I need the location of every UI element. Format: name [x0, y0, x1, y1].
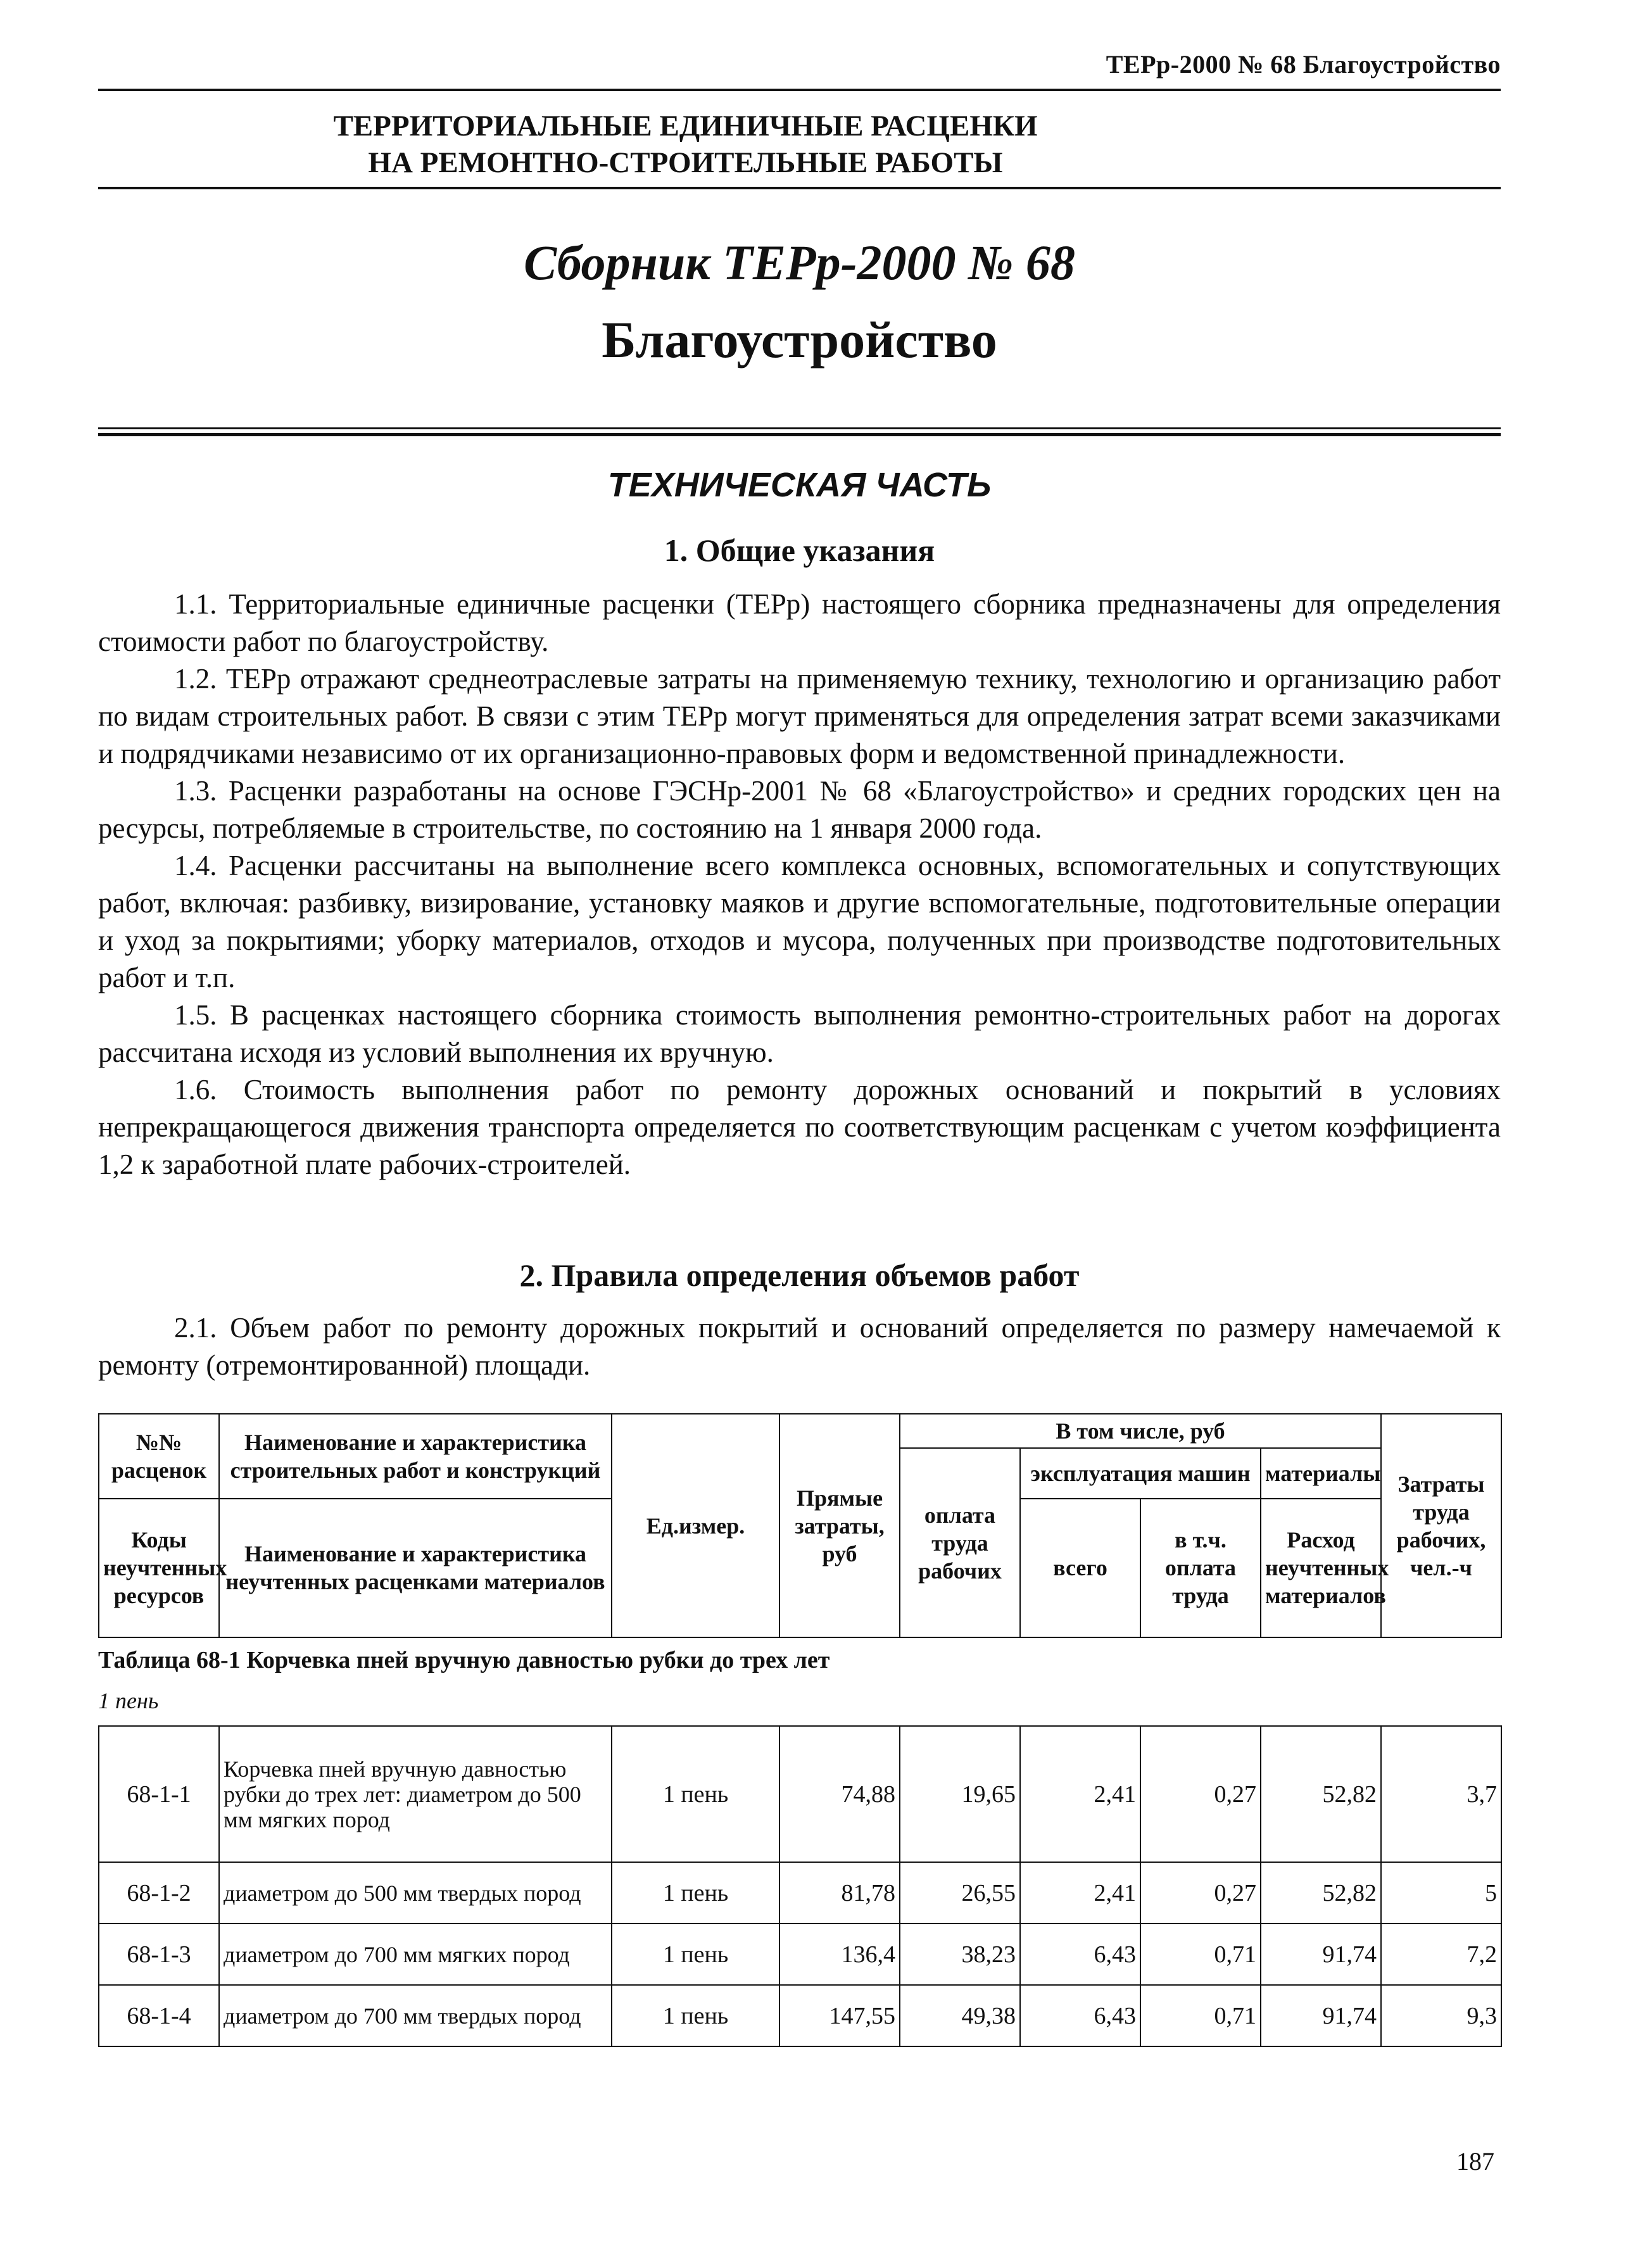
- row-machine-total: 6,43: [1020, 1985, 1140, 2046]
- paragraph-1-3: 1.3. Расценки разработаны на основе ГЭСНр-2001 № 68 «Благоустройство» и средних городских цен на ресурсы, потребляемые в строительстве, по состоянию на 1 января 2000 года.: [98, 775, 1501, 844]
- table-row: [99, 1985, 1501, 2046]
- row-direct-costs: 147,55: [779, 1985, 900, 2046]
- section-1-title: 1. Общие указания: [664, 532, 935, 568]
- row-name: диаметром до 500 мм твердых пород: [219, 1862, 612, 1924]
- header-name-unaccounted: Наименование и характеристика неучтенных расценками материалов: [219, 1499, 612, 1637]
- double-rule-1: [98, 427, 1501, 429]
- row-materials: 91,74: [1261, 1924, 1381, 1985]
- section-1-text: [98, 586, 1501, 1183]
- row-labor: 3,7: [1381, 1726, 1501, 1862]
- section-2-text: [98, 1309, 1501, 1384]
- header-machine-operation: эксплуатация машин: [1020, 1448, 1261, 1499]
- paragraph-1-5: 1.5. В расценках настоящего сборника стоимость выполнения ремонтно-строительных работ на дорогах рассчитана исходя из условий выполнения их вручную.: [98, 999, 1501, 1068]
- paragraph-1-6: 1.6. Стоимость выполнения работ по ремонту дорожных оснований и покрытий в условиях непрекращающегося движения транспорта определяется по соответствующим расценкам с учетом коэффициента 1,2 к заработной плате рабочих-строителей.: [98, 1074, 1501, 1180]
- row-code: 68-1-3: [99, 1924, 219, 1985]
- row-labor: 7,2: [1381, 1924, 1501, 1985]
- row-machine-wages: 0,71: [1140, 1924, 1261, 1985]
- row-machine-wages: 0,27: [1140, 1862, 1261, 1924]
- header-codes-unaccounted: Коды неучтенных ресурсов: [99, 1499, 219, 1637]
- row-name: диаметром до 700 мм мягких пород: [219, 1924, 612, 1985]
- row-labor: 5: [1381, 1862, 1501, 1924]
- row-code: 68-1-2: [99, 1862, 219, 1924]
- double-rule-2: [98, 433, 1501, 436]
- running-header: ТЕРр-2000 № 68 Благоустройство: [1106, 50, 1501, 79]
- collection-title: Сборник ТЕРр-2000 № 68: [524, 235, 1075, 290]
- row-labor: 9,3: [1381, 1985, 1501, 2046]
- paragraph-1-1: 1.1. Территориальные единичные расценки (ТЕРр) настоящего сборника предназначены для определения стоимости работ по благоустройству.: [98, 588, 1501, 657]
- row-machine-wages: 0,27: [1140, 1726, 1261, 1862]
- row-direct-costs: 136,4: [779, 1924, 900, 1985]
- header-machine-total: всего: [1020, 1499, 1140, 1637]
- row-code: 68-1-4: [99, 1985, 219, 2046]
- row-unit: 1 пень: [612, 1862, 779, 1924]
- header-labor: Затраты труда рабочих, чел.-ч: [1381, 1414, 1501, 1637]
- row-materials: 52,82: [1261, 1862, 1381, 1924]
- paragraph-2-1: 2.1. Объем работ по ремонту дорожных покрытий и оснований определяется по размеру намечаемой к ремонту (отремонтированной) площади.: [98, 1312, 1501, 1381]
- main-title: [0, 108, 1387, 181]
- row-direct-costs: 81,78: [779, 1862, 900, 1924]
- section-2-title: 2. Правила определения объемов работ: [519, 1257, 1080, 1293]
- row-wages: 26,55: [900, 1862, 1020, 1924]
- row-machine-total: 2,41: [1020, 1862, 1140, 1924]
- row-wages: 19,65: [900, 1726, 1020, 1862]
- row-machine-total: 2,41: [1020, 1726, 1140, 1862]
- table-row: [99, 1924, 1501, 1985]
- table-row: [99, 1862, 1501, 1924]
- row-unit: 1 пень: [612, 1924, 779, 1985]
- row-machine-wages: 0,71: [1140, 1985, 1261, 2046]
- header-including: В том числе, руб: [900, 1414, 1381, 1448]
- header-materials: материалы: [1261, 1448, 1381, 1499]
- paragraph-1-4: 1.4. Расценки рассчитаны на выполнение всего комплекса основных, вспомогательных и сопутствующих работ, включая: разбивку, визирование, установку маяков и другие вспомогательные, подготовительные операции и уход за покрытиями; уборку материалов, отходов и мусора, полученных при производстве подготовительных работ и т.п.: [98, 850, 1501, 993]
- row-direct-costs: 74,88: [779, 1726, 900, 1862]
- header-materials-unaccounted: Расход неучтенных материалов: [1261, 1499, 1381, 1637]
- paragraph-1-2: 1.2. ТЕРр отражают среднеотраслевые затраты на применяемую технику, технологию и организацию работ по видам строительных работ. В связи с этим ТЕРр могут применяться для определения затрат всеми заказчиками и подрядчиками независимо от их организационно-правовых форм и ведомственной принадлежности.: [98, 663, 1501, 769]
- rates-table-body: [98, 1725, 1502, 2047]
- row-materials: 52,82: [1261, 1726, 1381, 1862]
- header-rule-bottom: [98, 187, 1501, 189]
- table-unit: 1 пень: [98, 1688, 159, 1713]
- row-code: 68-1-1: [99, 1726, 219, 1862]
- header-direct-costs: Прямые затраты, руб: [779, 1414, 900, 1637]
- header-codes: №№ расценок: [99, 1414, 219, 1499]
- collection-subtitle: Благоустройство: [602, 311, 997, 369]
- rates-table-header: [98, 1413, 1502, 1638]
- table-row: [99, 1726, 1501, 1862]
- header-wages: оплата труда рабочих: [900, 1448, 1020, 1637]
- header-name: Наименование и характеристика строительных работ и конструкций: [219, 1414, 612, 1499]
- header-unit: Ед.измер.: [612, 1414, 779, 1637]
- header-machine-wages: в т.ч. оплата труда: [1140, 1499, 1261, 1637]
- row-name: Корчевка пней вручную давностью рубки до трех лет: диаметром до 500 мм мягких пород: [219, 1726, 612, 1862]
- row-wages: 49,38: [900, 1985, 1020, 2046]
- row-unit: 1 пень: [612, 1985, 779, 2046]
- main-title-line-2: НА РЕМОНТНО-СТРОИТЕЛЬНЫЕ РАБОТЫ: [368, 146, 1003, 179]
- technical-part-title: ТЕХНИЧЕСКАЯ ЧАСТЬ: [607, 466, 992, 504]
- row-machine-total: 6,43: [1020, 1924, 1140, 1985]
- row-unit: 1 пень: [612, 1726, 779, 1862]
- main-title-line-1: ТЕРРИТОРИАЛЬНЫЕ ЕДИНИЧНЫЕ РАСЦЕНКИ: [333, 110, 1038, 142]
- table-caption: Таблица 68-1 Корчевка пней вручную давностью рубки до трех лет: [98, 1647, 830, 1673]
- row-name: диаметром до 700 мм твердых пород: [219, 1985, 612, 2046]
- page-number: 187: [1456, 2147, 1494, 2176]
- row-wages: 38,23: [900, 1924, 1020, 1985]
- row-materials: 91,74: [1261, 1985, 1381, 2046]
- header-rule-top: [98, 89, 1501, 91]
